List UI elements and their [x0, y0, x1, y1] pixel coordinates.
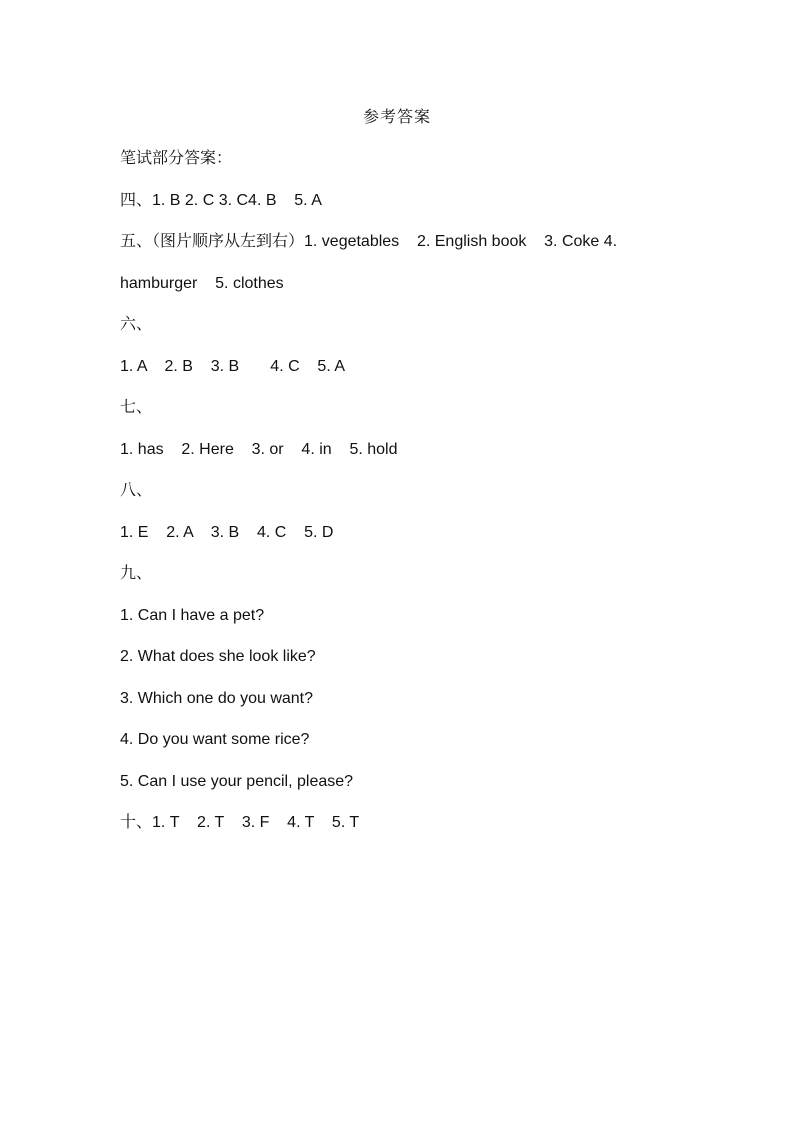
section-4-answers: 四、1. B 2. C 3. C4. B 5. A [120, 191, 322, 209]
section-10-answers: 十、1. T 2. T 3. F 4. T 5. T [120, 814, 360, 831]
answer-key-content [120, 145, 680, 851]
section-8-answers: 1. E 2. A 3. B 4. C 5. D [120, 523, 334, 541]
section-6-answers: 1. A 2. B 3. B 4. C 5. A [120, 357, 345, 375]
section-7-label: 七、 [120, 399, 153, 416]
section-9-question-1: 1. Can I have a pet? [120, 606, 265, 624]
section-9-question-2: 2. What does she look like? [120, 648, 316, 665]
written-section-heading: 笔试部分答案： [120, 150, 233, 167]
section-9-question-3: 3. Which one do you want? [120, 689, 314, 707]
section-9-label: 九、 [120, 565, 153, 582]
page-title: 参考答案 [362, 109, 431, 126]
section-5-answers-line-1: 五、（图片顺序从左到右）1. vegetables 2. English book 3. Coke 4. [120, 233, 618, 250]
section-7-answers: 1. has 2. Here 3. or 4. in 5. hold [120, 440, 398, 458]
section-6-label: 六、 [120, 316, 153, 333]
section-9-question-5: 5. Can I use your pencil, please? [120, 772, 354, 790]
section-5-answers-line-2: hamburger 5. clothes [120, 274, 284, 292]
section-9-question-4: 4. Do you want some rice? [120, 731, 310, 748]
section-8-label: 八、 [120, 482, 153, 499]
